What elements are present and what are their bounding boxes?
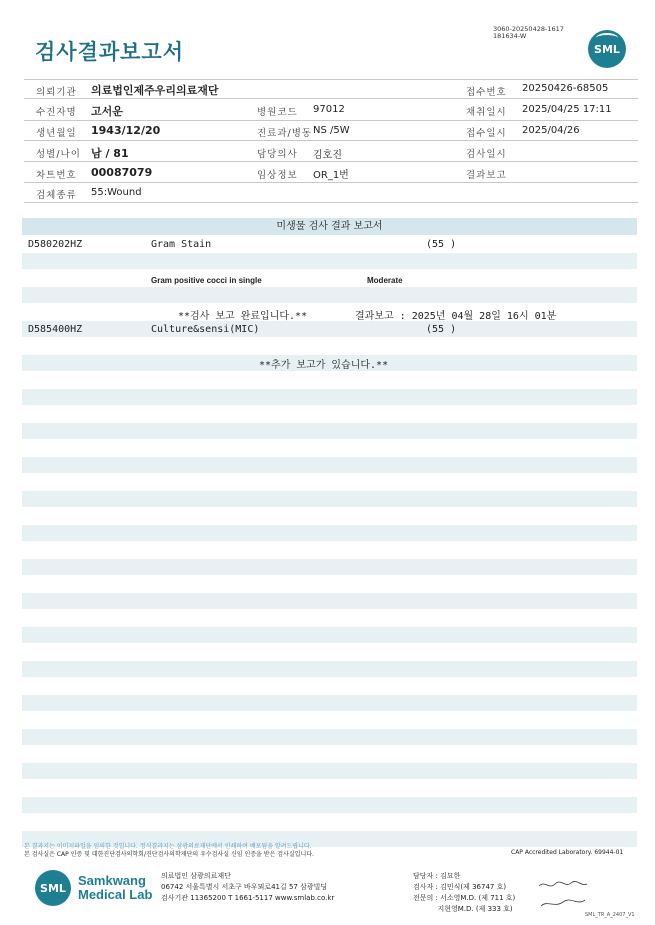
result-code: D585400HZ (28, 324, 83, 335)
receipt-no-value: 20250426-68505 (522, 83, 609, 94)
doctor-label: 담당의사 (257, 149, 298, 160)
clinical-label: 임상정보 (257, 170, 298, 181)
result-specimen: (55 ) (426, 324, 457, 335)
patient-label: 수진자명 (36, 107, 77, 118)
birth-label: 생년월일 (36, 128, 77, 139)
dept-value: NS /5W (313, 125, 350, 136)
signature-image (537, 878, 592, 913)
result-name: Culture&sensi(MIC) (151, 324, 260, 335)
collect-date-label: 채취일시 (466, 107, 507, 118)
document-id: 3060-20250428-1617 181634-W (493, 25, 564, 40)
dept-label: 진료과/병동 (257, 128, 313, 139)
staff-list: 담당자 : 김묘한 검사자 : 김민식(제 36747 호) 전문의 : 서소영M.D. (제 711 호) 지현영M.D. (제 333 호) (413, 872, 516, 913)
doctor-value: 김호진 (313, 150, 342, 161)
collect-date-value: 2025/04/25 17:11 (522, 104, 612, 115)
institution-label: 의뢰기관 (36, 87, 77, 98)
result-name: Gram Stain (151, 239, 212, 250)
birth-value: 1943/12/20 (91, 124, 161, 137)
sex-age-label: 성별/나이 (36, 149, 81, 160)
hospital-code-label: 병원코드 (257, 107, 298, 118)
chart-value: 00087079 (91, 166, 153, 179)
receipt-date-label: 접수일시 (466, 128, 507, 139)
report-label: 결과보고 (466, 170, 507, 181)
footnote-cap-notice: 본 검사실은 CAP 인증 및 대한진단검사의학회/진단검사의학재단의 우수검사실 신임 인증을 받은 검사실입니다. (24, 851, 314, 858)
lab-address: 의료법인 삼광의료재단 06742 서울특별시 서초구 바우뫼로41길 57 삼광빌딩 검사기관 11365200 T 1661-5117 www.smlab.co.kr (161, 872, 335, 902)
page-title: 검사결과보고서 (35, 40, 185, 64)
result-specimen: (55 ) (426, 239, 457, 250)
patient-value: 고서운 (91, 105, 123, 118)
sml-logo: SML (588, 30, 626, 68)
clinical-value: OR_1번 (313, 170, 349, 181)
report-time: 결과보고 : 2025년 04월 28일 16시 01분 (355, 311, 557, 322)
sml-footer-logo: SML (35, 870, 71, 906)
result-code: D580202HZ (28, 239, 83, 250)
sex-age-value: 남 / 81 (91, 147, 129, 160)
receipt-date-value: 2025/04/26 (522, 125, 580, 136)
specimen-label: 검체종류 (36, 190, 77, 201)
footnote-image-notice: 본 결과지는 이미지파일을 임의한 것입니다. 정식결과지는 삼광의료재단에서 인쇄하여 배포됨을 알려드립니다. (24, 843, 312, 850)
brand-name: Samkwang Medical Lab (78, 873, 153, 902)
section-title: 미생물 검사 결과 보고서 (22, 218, 637, 235)
report-complete: **검사 보고 완료입니다.** (178, 311, 308, 322)
additional-report-note: **추가 보고가 있습니다.** (259, 360, 389, 371)
specimen-value: 55:Wound (91, 187, 142, 198)
result-level: Moderate (367, 276, 403, 285)
receipt-no-label: 접수번호 (466, 87, 507, 98)
cap-accreditation: CAP Accredited Laboratory. 69944-01 (511, 849, 624, 856)
institution-value: 의료법인제주우리의료재단 (91, 84, 219, 97)
result-finding: Gram positive cocci in single (151, 276, 262, 285)
test-date-label: 검사일시 (466, 149, 507, 160)
chart-label: 차트번호 (36, 170, 77, 181)
form-code: SML_TR_A_2407_V1 (585, 912, 635, 918)
hospital-code-value: 97012 (313, 104, 345, 115)
